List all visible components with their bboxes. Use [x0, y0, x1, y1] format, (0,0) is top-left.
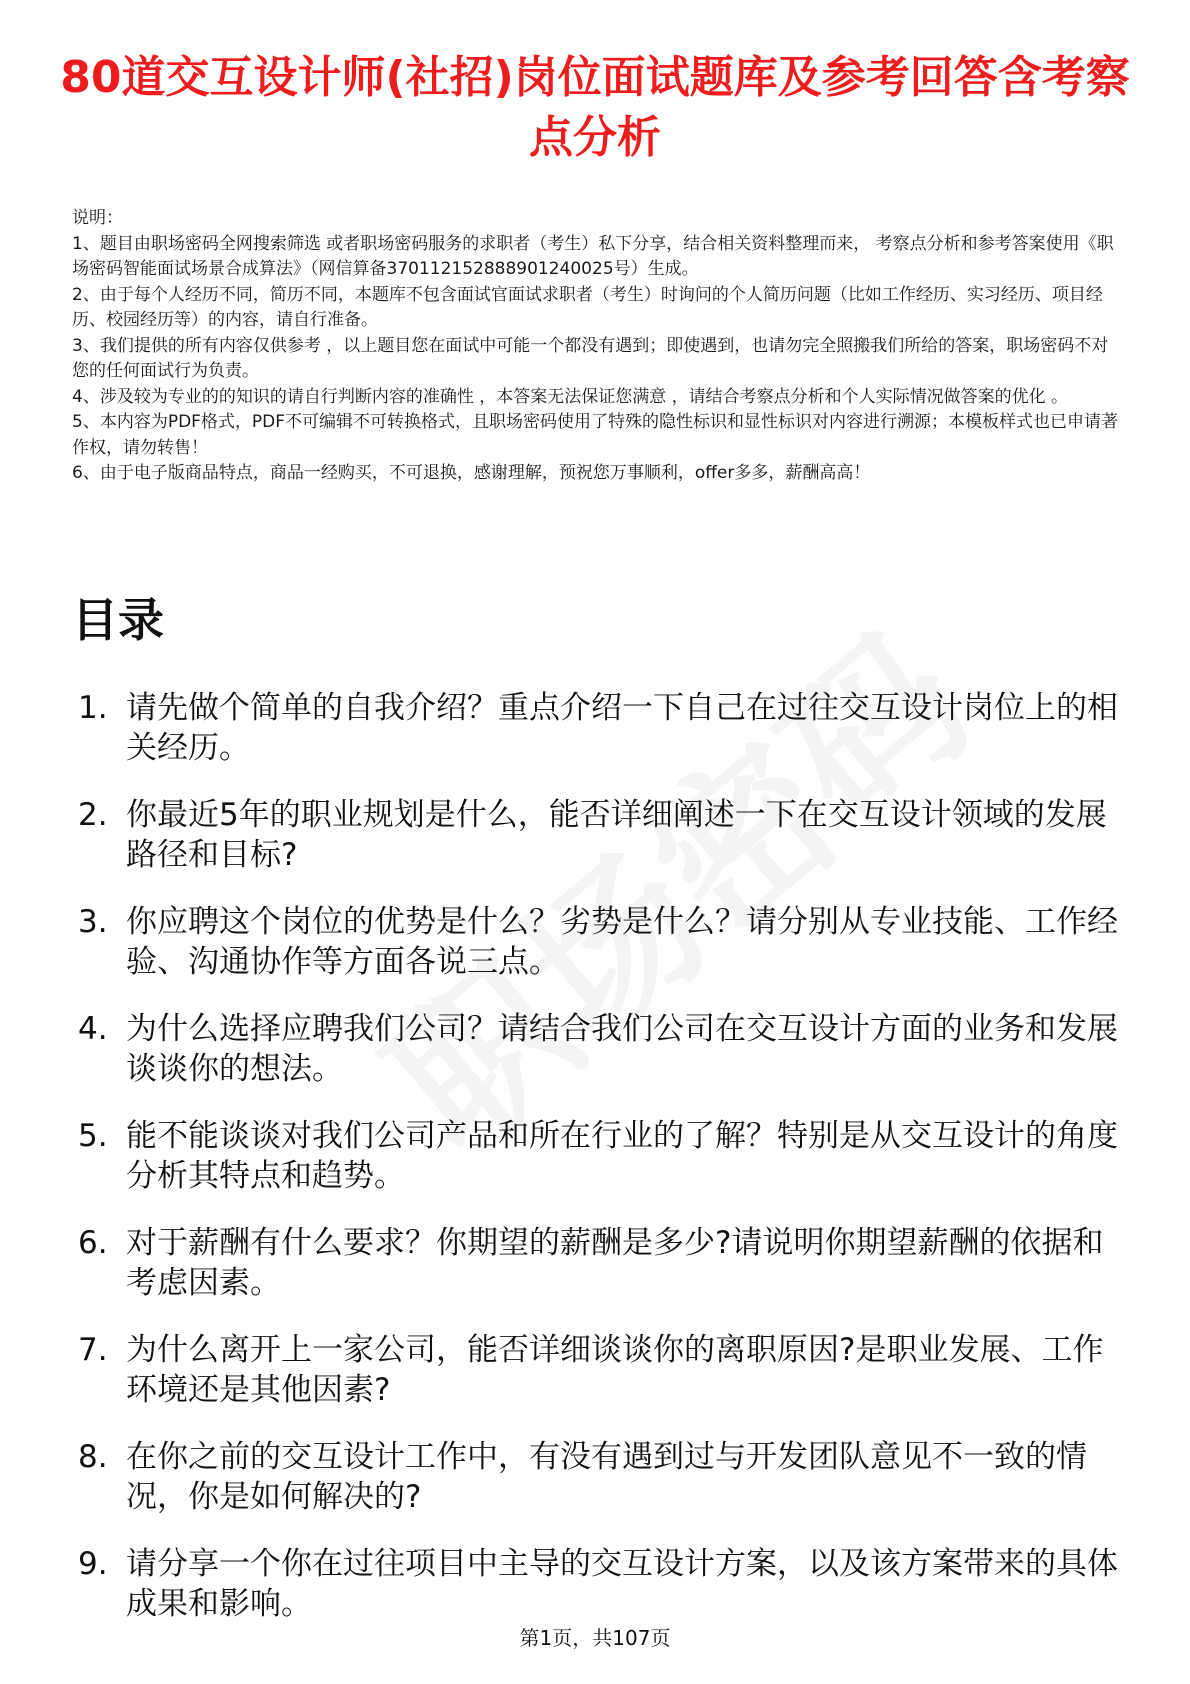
- toc-list: [78, 688, 1128, 1651]
- toc-item-text: 你应聘这个岗位的优势是什么？劣势是什么？请分别从专业技能、工作经验、沟通协作等方面各说三点。: [126, 904, 1118, 980]
- toc-item-text: 请先做个简单的自我介绍？重点介绍一下自己在过往交互设计岗位上的相关经历。: [126, 690, 1118, 766]
- note-item: 5、本内容为PDF格式，PDF不可编辑不可转换格式，且职场密码使用了特殊的隐性标识和显性标识对内容进行溯源；本模板样式也已申请著作权，请勿转售！: [72, 412, 1119, 458]
- toc-item-text: 请分享一个你在过往项目中主导的交互设计方案，以及该方案带来的具体成果和影响。: [126, 1546, 1118, 1622]
- toc-item[interactable]: [78, 1223, 1128, 1303]
- toc-item[interactable]: [78, 1544, 1128, 1624]
- page-footer: 第1页，共107页: [519, 1626, 671, 1650]
- toc-heading: 目录: [72, 593, 164, 647]
- toc-item-number: 5.: [78, 1118, 108, 1154]
- notes-heading: 说明：: [72, 208, 123, 228]
- toc-item[interactable]: [78, 688, 1128, 768]
- toc-item-text: 能不能谈谈对我们公司产品和所在行业的了解？特别是从交互设计的角度分析其特点和趋势。: [126, 1118, 1118, 1194]
- toc-item-number: 8.: [78, 1439, 108, 1475]
- toc-item-text: 为什么选择应聘我们公司？请结合我们公司在交互设计方面的业务和发展谈谈你的想法。: [126, 1011, 1118, 1087]
- toc-item[interactable]: [78, 1116, 1128, 1196]
- toc-item-number: 3.: [78, 904, 108, 940]
- toc-item-text: 在你之前的交互设计工作中，有没有遇到过与开发团队意见不一致的情况，你是如何解决的?: [126, 1439, 1087, 1515]
- note-item: 2、由于每个人经历不同，简历不同，本题库不包含面试官面试求职者（考生）时询问的个人简历问题（比如工作经历、实习经历、项目经历、校园经历等）的内容，请自行准备。: [72, 284, 1103, 330]
- toc-item[interactable]: [78, 1009, 1128, 1089]
- note-item: 6、由于电子版商品特点，商品一经购买，不可退换，感谢理解，预祝您万事顺利，offer多多，薪酬高高！: [72, 463, 871, 483]
- toc-item[interactable]: [78, 795, 1128, 875]
- toc-item-number: 1.: [78, 690, 108, 726]
- toc-item[interactable]: [78, 1437, 1128, 1517]
- note-item: 3、我们提供的所有内容仅供参考 ，以上题目您在面试中可能一个都没有遇到；即使遇到，也请勿完全照搬我们所给的答案，职场密码不对您的任何面试行为负责。: [72, 335, 1109, 381]
- toc-item-number: 2.: [78, 797, 108, 833]
- toc-item-number: 9.: [78, 1546, 108, 1582]
- toc-item-number: 6.: [78, 1225, 108, 1261]
- toc-item[interactable]: [78, 1330, 1128, 1410]
- document-title: 80道交互设计师(社招)岗位面试题库及参考回答含考察点分析: [60, 52, 1130, 163]
- note-item: 1、题目由职场密码全网搜索筛选 或者职场密码服务的求职者（考生）私下分享，结合相关资料整理而来， 考察点分析和参考答案使用《职场密码智能面试场景合成算法》（网信算备370112152888901240025号）生成。: [72, 233, 1114, 279]
- toc-item[interactable]: [78, 902, 1128, 982]
- toc-item-text: 对于薪酬有什么要求？你期望的薪酬是多少?请说明你期望薪酬的依据和考虑因素。: [126, 1225, 1104, 1301]
- note-item: 4、涉及较为专业的的知识的请自行判断内容的准确性 ，本答案无法保证您满意 ，请结合考察点分析和个人实际情况做答案的优化 。: [72, 386, 1069, 407]
- toc-item-text: 你最近5年的职业规划是什么，能否详细阐述一下在交互设计领域的发展路径和目标?: [126, 797, 1107, 873]
- toc-item-text: 为什么离开上一家公司，能否详细谈谈你的离职原因?是职业发展、工作环境还是其他因素?: [126, 1332, 1104, 1408]
- disclaimer-notes: [72, 206, 1122, 487]
- toc-item-number: 7.: [78, 1332, 108, 1368]
- toc-item-number: 4.: [78, 1011, 108, 1047]
